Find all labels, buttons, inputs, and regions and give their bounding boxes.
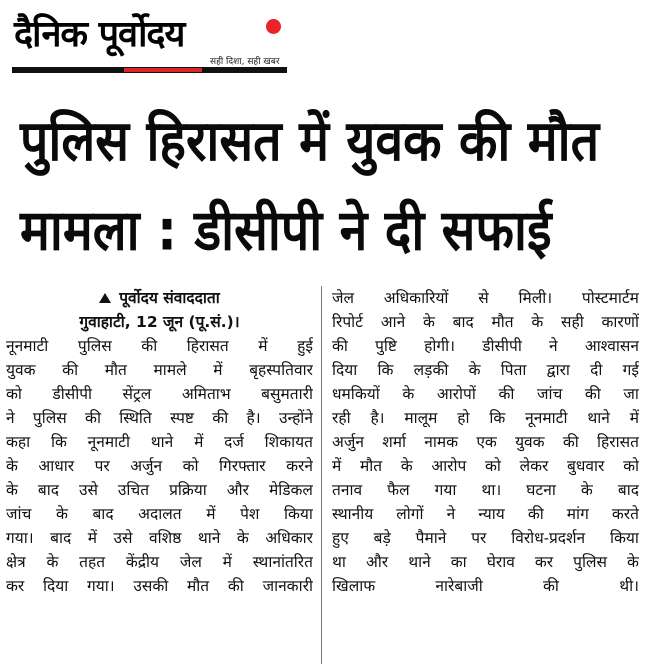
word: बाद bbox=[92, 505, 114, 523]
word: की bbox=[332, 337, 348, 355]
word: है। bbox=[370, 409, 385, 427]
word: की bbox=[498, 385, 515, 403]
word: में bbox=[194, 433, 204, 451]
headline bbox=[20, 96, 640, 275]
word: दी bbox=[590, 361, 603, 379]
word: थाने bbox=[197, 529, 221, 547]
word: बाद bbox=[37, 481, 59, 499]
article-line bbox=[332, 358, 639, 382]
word: से bbox=[478, 289, 489, 307]
word: है। bbox=[246, 409, 261, 427]
word: कर bbox=[534, 553, 554, 571]
word: नूनमाटी bbox=[6, 337, 49, 355]
word: उसे bbox=[113, 529, 133, 547]
word: मामले bbox=[153, 361, 187, 379]
word: अदालत bbox=[138, 505, 182, 523]
word: स्थानीय bbox=[332, 505, 374, 523]
article-line bbox=[6, 334, 313, 358]
word: हो bbox=[457, 409, 470, 427]
word: होगी। bbox=[424, 337, 456, 355]
word: के bbox=[46, 553, 59, 571]
word: के bbox=[422, 313, 435, 331]
word: बृहस्पतिवार bbox=[249, 361, 313, 379]
word: सही bbox=[561, 313, 584, 331]
article-line bbox=[332, 502, 639, 526]
word: पोस्टमार्टम bbox=[581, 289, 639, 307]
article-line bbox=[332, 382, 639, 406]
word: में bbox=[206, 505, 216, 523]
word: युवक bbox=[515, 433, 545, 451]
word: कि bbox=[377, 361, 394, 379]
word: प्रक्रिया bbox=[169, 481, 207, 499]
word: गई bbox=[622, 361, 639, 379]
word: रही bbox=[332, 409, 351, 427]
word: एक bbox=[476, 433, 497, 451]
word: नूनमाटी bbox=[87, 433, 130, 451]
word: लोगों bbox=[396, 505, 424, 523]
word: आधार bbox=[38, 457, 75, 475]
word: के bbox=[55, 505, 68, 523]
word: के bbox=[6, 457, 18, 475]
word: थाने bbox=[587, 409, 610, 427]
word: की bbox=[227, 577, 244, 595]
article-line bbox=[332, 454, 639, 478]
word: जा bbox=[623, 385, 639, 403]
word: में bbox=[213, 361, 223, 379]
word: शिकायत bbox=[264, 433, 313, 451]
word: को bbox=[6, 385, 22, 403]
word: को bbox=[485, 457, 501, 475]
article-column-left bbox=[6, 286, 313, 598]
word: जांच bbox=[6, 505, 32, 523]
word: जांच bbox=[536, 385, 563, 403]
word: कारणों bbox=[601, 313, 639, 331]
word: डीसीपी bbox=[482, 337, 522, 355]
article-line: खिलाफ नारेबाजी की थी। bbox=[332, 577, 639, 595]
word: न्याय bbox=[478, 505, 505, 523]
word: पेश bbox=[240, 505, 260, 523]
article-line bbox=[6, 358, 313, 382]
word: केंद्रीय bbox=[125, 553, 160, 571]
article-line bbox=[6, 382, 313, 406]
logo-dot-icon bbox=[266, 19, 281, 34]
word: स्थानांतरित bbox=[252, 553, 313, 571]
word: मिली। bbox=[518, 289, 553, 307]
word: कहा bbox=[6, 433, 31, 451]
word: मालूम bbox=[404, 409, 438, 427]
word: मौत bbox=[187, 577, 210, 595]
word: पैमाने bbox=[415, 529, 447, 547]
dateline: गुवाहाटी, 12 जून (पू.सं.)। bbox=[79, 313, 240, 331]
article-line bbox=[6, 430, 313, 454]
word: पिता bbox=[500, 361, 527, 379]
word: जेल bbox=[332, 289, 355, 307]
article-body-left bbox=[6, 334, 313, 598]
word: की bbox=[562, 433, 579, 451]
word: ने bbox=[6, 409, 15, 427]
word: शर्मा bbox=[382, 433, 407, 451]
word: हिरासत bbox=[186, 337, 229, 355]
word: ने bbox=[446, 505, 456, 523]
word: के bbox=[6, 481, 18, 499]
headline-line-2: मामला : डीसीपी ने दी सफाई bbox=[20, 197, 552, 263]
article-line bbox=[6, 406, 313, 430]
word: तनाव bbox=[332, 481, 363, 499]
word: नामक bbox=[424, 433, 459, 451]
word: और bbox=[226, 481, 249, 499]
word: अधिकारियों bbox=[383, 289, 449, 307]
word: विरोध-प्रदर्शन bbox=[511, 529, 586, 547]
headline-line-1: पुलिस हिरासत में युवक की मौत bbox=[20, 108, 600, 174]
word: अर्जुन bbox=[332, 433, 364, 451]
word: कर bbox=[6, 577, 25, 595]
word: दिया bbox=[43, 577, 69, 595]
word: आरोपों bbox=[436, 385, 476, 403]
word: की bbox=[584, 385, 601, 403]
word: को bbox=[623, 457, 639, 475]
word: में bbox=[222, 553, 232, 571]
word: मौत bbox=[104, 361, 127, 379]
word: में bbox=[629, 409, 639, 427]
word: नूनमाटी bbox=[525, 409, 568, 427]
word: थाने bbox=[150, 433, 174, 451]
word: किया bbox=[284, 505, 313, 523]
word: पुष्टि bbox=[375, 337, 397, 355]
word: की bbox=[62, 361, 79, 379]
article-line bbox=[6, 478, 313, 502]
word: उन्होंने bbox=[278, 409, 313, 427]
word: के bbox=[531, 313, 544, 331]
article-line bbox=[6, 574, 313, 598]
word: हुए bbox=[332, 529, 349, 547]
word: गिरफ्तार bbox=[219, 457, 266, 475]
word: में bbox=[332, 457, 342, 475]
word: कि bbox=[489, 409, 506, 427]
word: मेडिकल bbox=[268, 481, 313, 499]
masthead-accent bbox=[124, 68, 202, 72]
word: जानकारी bbox=[262, 577, 313, 595]
word: बसुमतारी bbox=[261, 385, 313, 403]
word: के bbox=[468, 361, 481, 379]
word: के bbox=[236, 529, 249, 547]
word: बाद bbox=[50, 529, 72, 547]
word: की bbox=[527, 505, 544, 523]
word: पर bbox=[94, 457, 110, 475]
word: की bbox=[212, 409, 229, 427]
article-line bbox=[332, 478, 639, 502]
word: उसे bbox=[78, 481, 98, 499]
word: फैल bbox=[387, 481, 410, 499]
word: गया। bbox=[87, 577, 115, 595]
triangle-icon bbox=[99, 293, 111, 303]
article-line bbox=[6, 502, 313, 526]
article-line bbox=[6, 550, 313, 574]
word: बुधवार bbox=[567, 457, 605, 475]
word: किया bbox=[610, 529, 639, 547]
word: अर्जुन bbox=[130, 457, 163, 475]
word: सेंट्रल bbox=[122, 385, 152, 403]
article-line bbox=[332, 310, 639, 334]
word: आरोप bbox=[431, 457, 467, 475]
word: मौत bbox=[359, 457, 383, 475]
word: डीसीपी bbox=[52, 385, 93, 403]
article-line bbox=[332, 526, 639, 550]
word: आने bbox=[380, 313, 406, 331]
word: बाद bbox=[452, 313, 474, 331]
article-line bbox=[6, 454, 313, 478]
article-line bbox=[332, 550, 639, 574]
article-line bbox=[332, 334, 639, 358]
article-line bbox=[332, 406, 639, 430]
word: मौत bbox=[491, 313, 514, 331]
word: घटना bbox=[526, 481, 556, 499]
word: का bbox=[450, 553, 467, 571]
word: करने bbox=[286, 457, 313, 475]
word: युवक bbox=[6, 361, 36, 379]
word: गया bbox=[434, 481, 457, 499]
word: था। bbox=[481, 481, 502, 499]
masthead bbox=[12, 8, 287, 74]
word: पुलिस bbox=[32, 409, 67, 427]
word: बाद bbox=[617, 481, 639, 499]
word: धमकियों bbox=[332, 385, 380, 403]
word: पर bbox=[471, 529, 487, 547]
byline-text: पूर्वोदय संवाददाता bbox=[119, 289, 220, 307]
word: बड़े bbox=[373, 529, 391, 547]
word: आश्वासन bbox=[584, 337, 639, 355]
word: अधिकार bbox=[265, 529, 313, 547]
word: की bbox=[85, 409, 101, 427]
word: उसकी bbox=[133, 577, 169, 595]
word: उचित bbox=[117, 481, 150, 499]
article-line bbox=[332, 430, 639, 454]
word: द्वारा bbox=[546, 361, 570, 379]
word: मांग bbox=[566, 505, 589, 523]
tagline: सही दिशा, सही खबर bbox=[210, 57, 280, 67]
word: स्थिति bbox=[119, 409, 152, 427]
word: गया। bbox=[6, 529, 34, 547]
word: और bbox=[365, 553, 389, 571]
word: में bbox=[87, 529, 98, 547]
word: लेकर bbox=[519, 457, 549, 475]
word: थाने bbox=[408, 553, 431, 571]
byline bbox=[6, 286, 313, 310]
word: जेल bbox=[179, 553, 202, 571]
word: के bbox=[402, 385, 415, 403]
word: अमिताभ bbox=[181, 385, 231, 403]
word: क्षेत्र bbox=[6, 553, 26, 571]
word: हिरासत bbox=[597, 433, 639, 451]
word: तहत bbox=[79, 553, 106, 571]
word: के bbox=[627, 553, 639, 571]
article-line bbox=[6, 526, 313, 550]
word: रिपोर्ट bbox=[332, 313, 363, 331]
column-divider bbox=[321, 286, 322, 664]
word: के bbox=[580, 481, 593, 499]
word: करते bbox=[611, 505, 639, 523]
word: घेराव bbox=[486, 553, 515, 571]
word: के bbox=[400, 457, 413, 475]
word: कि bbox=[50, 433, 67, 451]
article-body-right bbox=[332, 286, 639, 598]
word: की bbox=[141, 337, 158, 355]
word: था bbox=[332, 553, 346, 571]
article-column-right bbox=[332, 286, 639, 598]
word: में bbox=[258, 337, 268, 355]
newspaper-logo: दैनिक पूर्वोदय bbox=[14, 14, 185, 55]
word: हुई bbox=[297, 337, 313, 355]
word: पुलिस bbox=[77, 337, 112, 355]
word: वशिष्ठ bbox=[149, 529, 182, 547]
word: को bbox=[182, 457, 199, 475]
article-line bbox=[332, 286, 639, 310]
word: लड़की bbox=[413, 361, 449, 379]
word: स्पष्ट bbox=[170, 409, 194, 427]
word: पुलिस bbox=[573, 553, 607, 571]
word: दिया bbox=[332, 361, 358, 379]
word: दर्ज bbox=[224, 433, 244, 451]
word: ने bbox=[549, 337, 558, 355]
